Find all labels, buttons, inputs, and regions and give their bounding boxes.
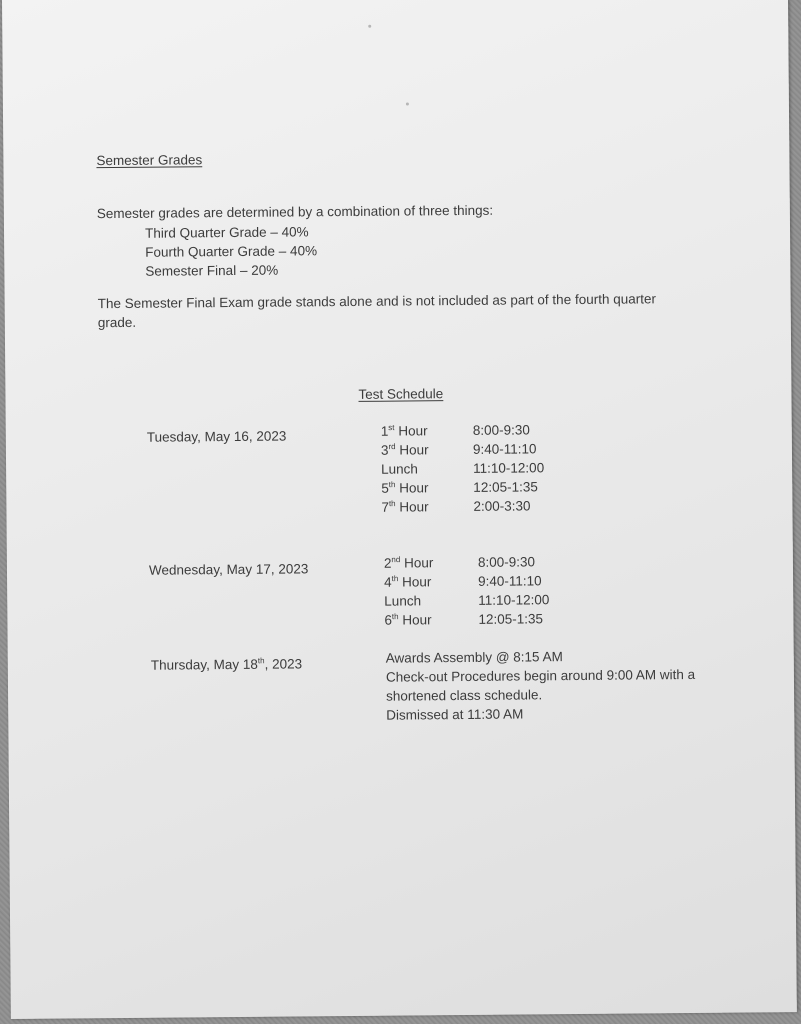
- schedule-period: Lunch: [384, 593, 422, 609]
- schedule-time: 9:40-11:10: [478, 573, 542, 589]
- schedule-period: Lunch: [381, 461, 418, 477]
- schedule-time: 12:05-1:35: [478, 611, 544, 627]
- schedule-day-date: Thursday, May 18th, 2023: [150, 656, 303, 673]
- schedule-periods: [381, 421, 429, 516]
- schedule-period: 6th Hour: [384, 612, 432, 628]
- schedule-period: 4th Hour: [384, 574, 432, 590]
- semester-grades-heading: Semester Grades: [96, 152, 203, 169]
- grades-intro: Semester grades are determined by a combination of three things:: [96, 202, 494, 222]
- schedule-time: 2:00-3:30: [473, 498, 531, 514]
- schedule-period: 5th Hour: [381, 480, 429, 496]
- schedule-periods: [384, 553, 434, 629]
- paper-speck: [368, 25, 371, 28]
- schedule-time: 8:00-9:30: [472, 422, 530, 438]
- schedule-time: 11:10-12:00: [473, 460, 545, 476]
- schedule-period: 7th Hour: [381, 499, 429, 515]
- grade-component: Fourth Quarter Grade – 40%: [145, 243, 318, 260]
- thursday-note: Awards Assembly @ 8:15 AM: [385, 649, 563, 666]
- test-schedule-title: Test Schedule: [358, 386, 444, 402]
- schedule-period: 3rd Hour: [380, 442, 429, 458]
- grade-component: Third Quarter Grade – 40%: [144, 224, 309, 241]
- schedule-times: [473, 420, 545, 516]
- schedule-day-date: Tuesday, May 16, 2023: [146, 428, 287, 445]
- final-exam-note-line: grade.: [97, 314, 137, 331]
- document-page: [2, 0, 797, 1019]
- thursday-note: shortened class schedule.: [386, 687, 543, 704]
- schedule-period: 1st Hour: [380, 423, 428, 439]
- thursday-note: Dismissed at 11:30 AM: [386, 706, 524, 723]
- schedule-time: 11:10-12:00: [478, 592, 550, 608]
- final-exam-note: [98, 289, 657, 332]
- final-exam-note-line: The Semester Final Exam grade stands alone and is not included as part of the fourth quarter: [97, 291, 657, 312]
- thursday-notes: [386, 646, 696, 725]
- schedule-period: 2nd Hour: [383, 555, 434, 571]
- grade-component: Semester Final – 20%: [145, 262, 279, 279]
- schedule-day-date: Wednesday, May 17, 2023: [148, 561, 309, 578]
- paper-speck: [406, 102, 409, 105]
- thursday-note: Check-out Procedures begin around 9:00 AM with a: [385, 666, 696, 685]
- schedule-time: 8:00-9:30: [477, 554, 536, 570]
- schedule-time: 12:05-1:35: [473, 479, 538, 495]
- grade-components-list: [145, 222, 317, 280]
- schedule-times: [478, 552, 550, 629]
- schedule-time: 9:40-11:10: [472, 441, 537, 457]
